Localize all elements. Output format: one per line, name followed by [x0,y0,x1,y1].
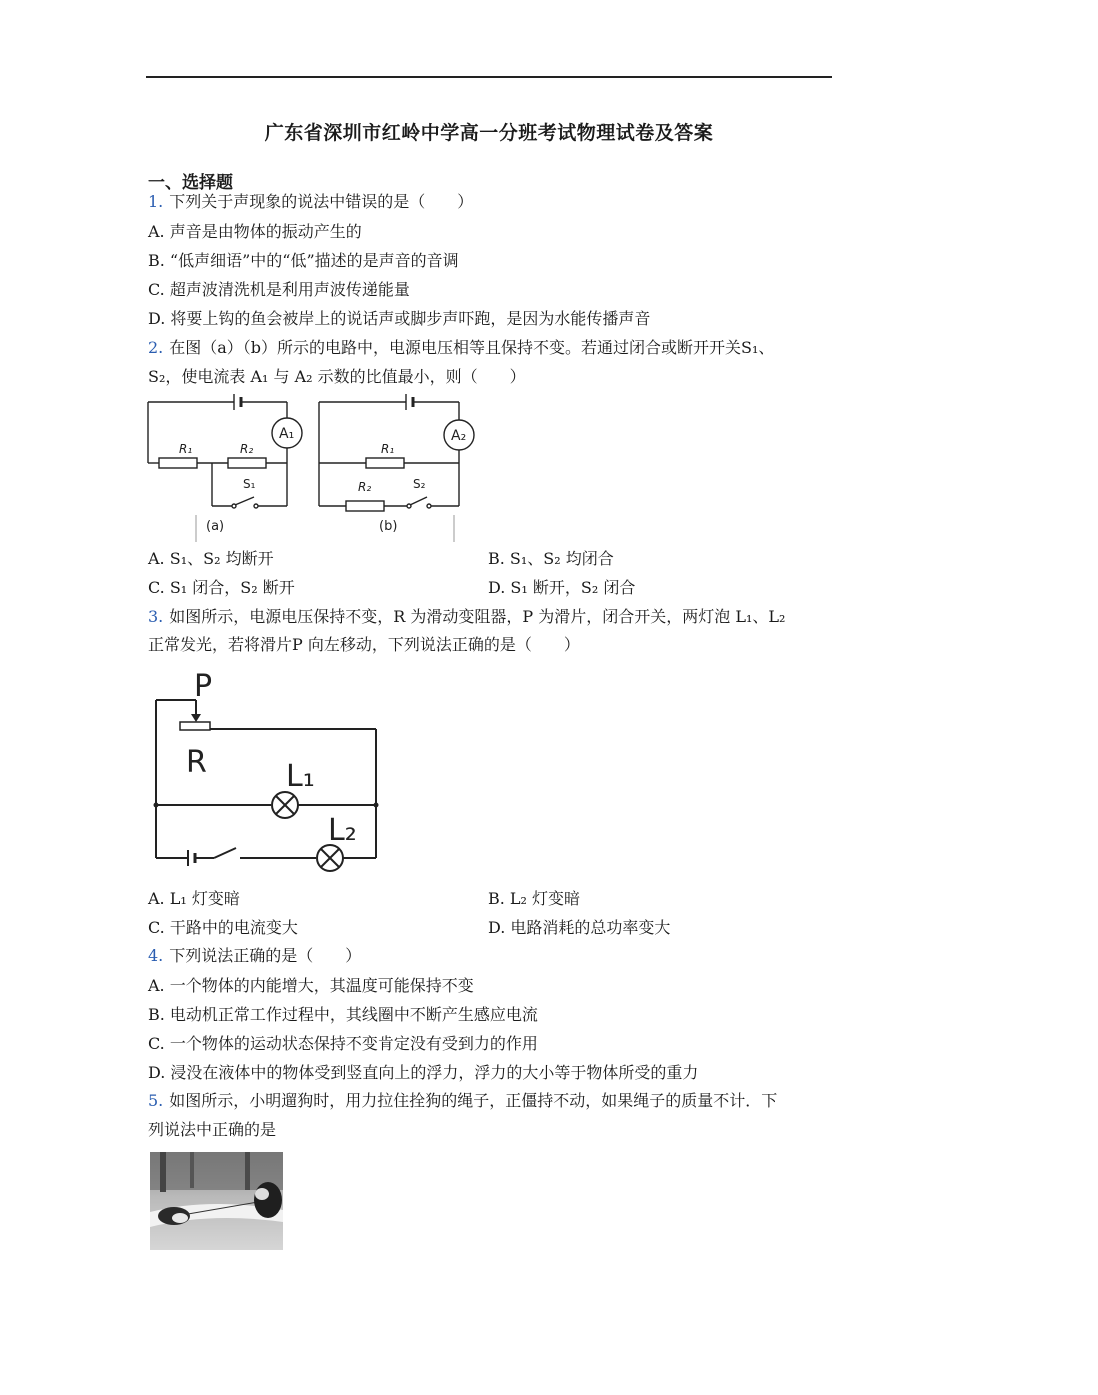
q3-option-a: A. L₁ 灯变暗 [148,889,240,908]
label-r: R [186,745,207,780]
label-r2: R₂ [240,442,254,456]
question-text: 在图（a）（b）所示的电路中，电源电压相等且保持不变。若通过闭合或断开开关S₁、 [169,338,775,357]
section-heading: 一、选择题 [148,173,233,193]
q3-option-c: C. 干路中的电流变大 [148,918,298,937]
resistor-r1-icon [366,458,404,468]
label-l1: L₁ [286,759,315,794]
rheostat-icon [180,722,210,730]
label-a2: A₂ [451,428,467,444]
q4-option-b: B. 电动机正常工作过程中，其线圈中不断产生感应电流 [148,1005,538,1024]
question-number: 3. [148,607,164,626]
caption-a: (a) [206,519,225,534]
circuit-figure-3 [148,668,388,878]
switch-s1-icon [235,497,254,505]
question-number: 1. [148,192,164,211]
question-5-stem [148,1091,777,1111]
switch-icon [214,848,236,858]
resistor-r1-icon [159,458,197,468]
label-r2-b: R₂ [358,480,372,494]
q4-option-c: C. 一个物体的运动状态保持不变肯定没有受到力的作用 [148,1034,538,1053]
question-3-stem-cont: 正常发光，若将滑片P 向左移动，下列说法正确的是（ ） [148,635,580,654]
dog-walking-photo [150,1152,283,1250]
q4-option-a: A. 一个物体的内能增大，其温度可能保持不变 [148,976,474,995]
label-s1: S₁ [243,477,256,491]
label-r1: R₁ [179,442,193,456]
question-text: 下列关于声现象的说法中错误的是（ ） [169,192,474,211]
q3-option-b: B. L₂ 灯变暗 [488,889,581,908]
circuit-figure-ab [144,392,480,544]
q4-option-d: D. 浸没在液体中的物体受到竖直向上的浮力，浮力的大小等于物体所受的重力 [148,1063,699,1082]
question-number: 5. [148,1091,164,1110]
question-2-stem-cont: S₂，使电流表 A₁ 与 A₂ 示数的比值最小，则（ ） [148,367,526,386]
question-1-stem [148,192,473,212]
question-text: 下列说法正确的是（ ） [169,946,362,965]
q1-option-b: B. “低声细语”中的“低”描述的是声音的音调 [148,251,459,270]
label-p: P [194,669,213,704]
q1-option-c: C. 超声波清洗机是利用声波传递能量 [148,280,410,299]
q1-option-a: A. 声音是由物体的振动产生的 [148,222,362,241]
resistor-r2-icon [228,458,266,468]
q2-option-d: D. S₁ 断开，S₂ 闭合 [488,578,636,597]
question-text: 如图所示，电源电压保持不变，R 为滑动变阻器，P 为滑片，闭合开关，两灯泡 L₁、L₂ [169,607,786,626]
question-4-stem [148,946,361,966]
switch-s2-icon [410,497,427,505]
q3-option-d: D. 电路消耗的总功率变大 [488,918,671,937]
page-title: 广东省深圳市红岭中学高一分班考试物理试卷及答案 [264,122,714,144]
question-3-stem [148,607,785,627]
label-l2: L₂ [328,813,357,848]
q2-option-c: C. S₁ 闭合，S₂ 断开 [148,578,295,597]
resistor-r2-icon [346,501,384,511]
caption-b: (b) [379,519,398,534]
q1-option-d: D. 将要上钩的鱼会被岸上的说话声或脚步声吓跑，是因为水能传播声音 [148,309,651,328]
q2-option-a: A. S₁、S₂ 均断开 [148,549,274,568]
q2-option-b: B. S₁、S₂ 均闭合 [488,549,614,568]
question-number: 2. [148,338,164,357]
question-2-stem [148,338,774,358]
question-5-stem-cont: 列说法中正确的是 [148,1120,277,1139]
label-r1-b: R₁ [381,442,395,456]
label-a1: A₁ [279,426,295,442]
header-rule [146,76,832,78]
question-number: 4. [148,946,164,965]
label-s2: S₂ [413,477,426,491]
question-text: 如图所示，小明遛狗时，用力拉住拴狗的绳子，正僵持不动，如果绳子的质量不计．下 [169,1091,778,1110]
